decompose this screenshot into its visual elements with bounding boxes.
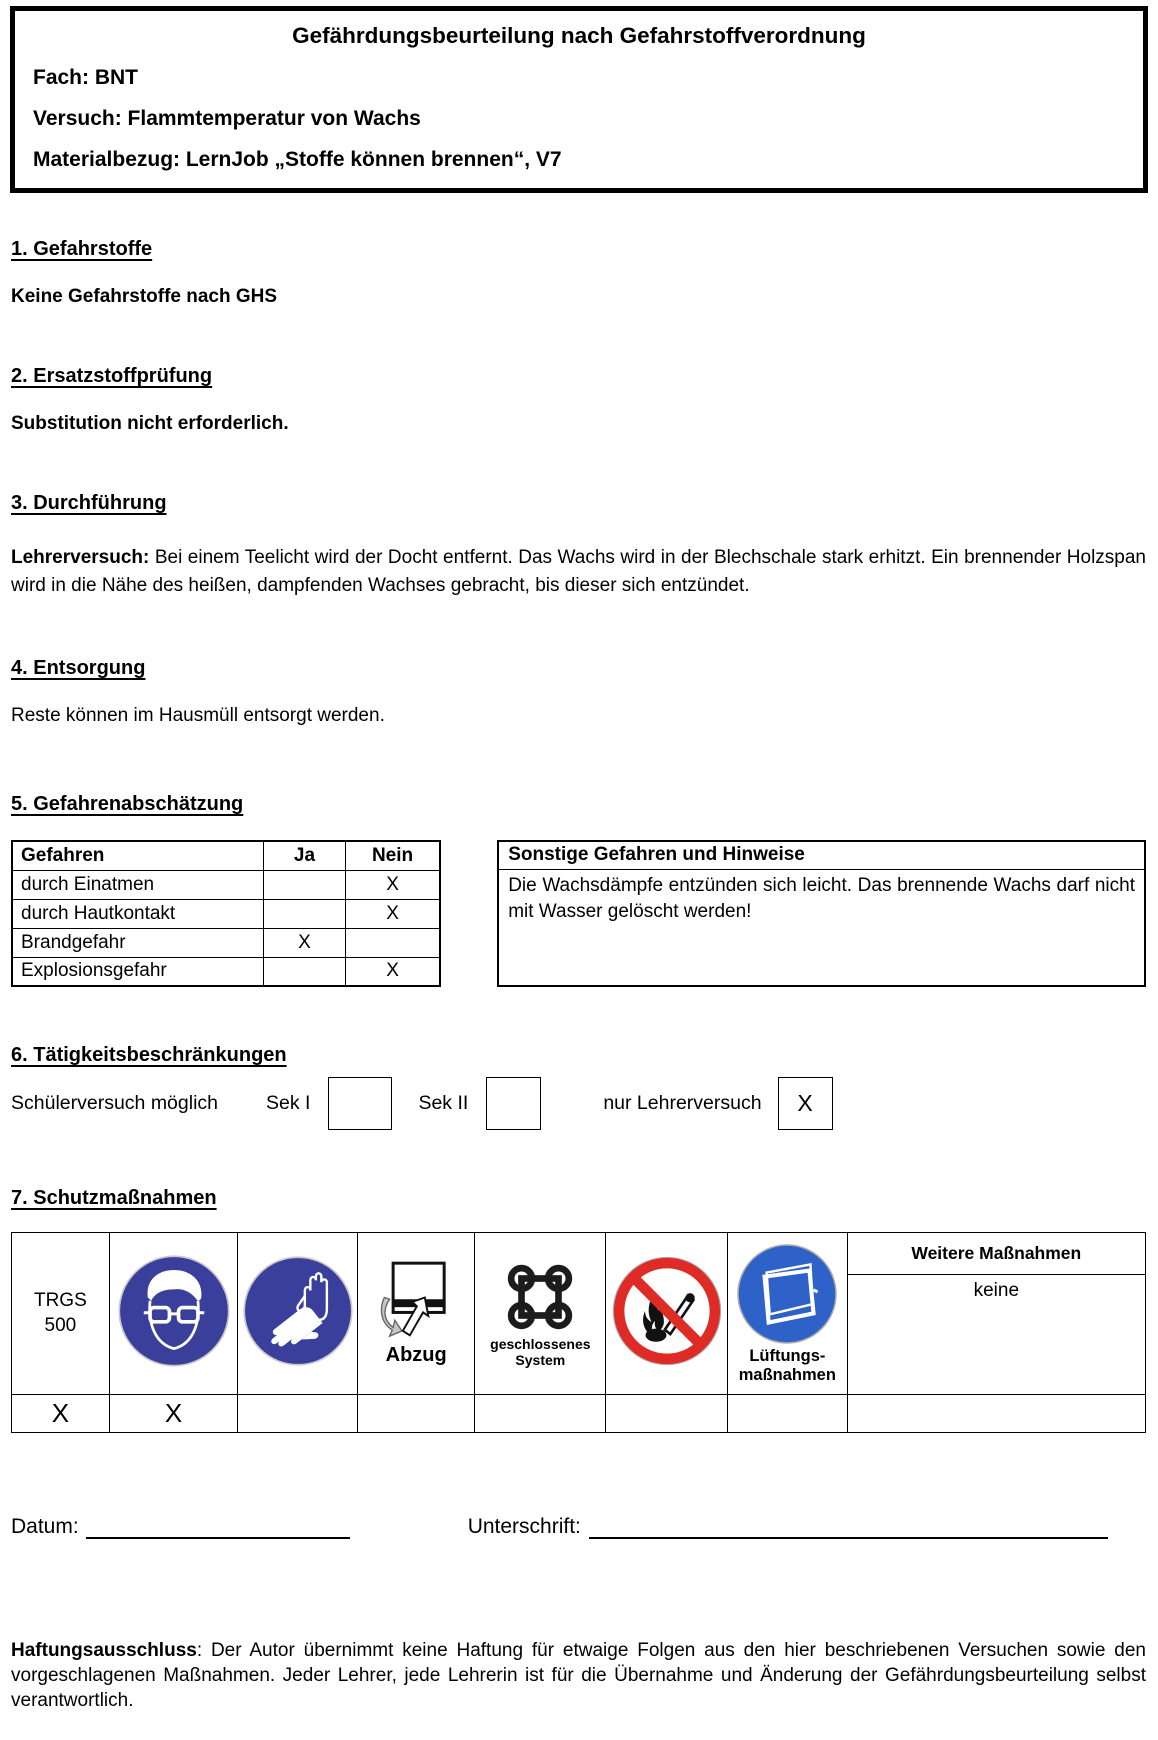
further-measures-check-cell bbox=[847, 1395, 1145, 1433]
material-line: Materialbezug: LernJob „Stoffe können brennen“, V7 bbox=[33, 148, 562, 171]
closed-system-icon bbox=[499, 1260, 581, 1334]
teacher-only-label: nur Lehrerversuch bbox=[603, 1092, 762, 1115]
activity-restrictions-row bbox=[11, 1077, 1146, 1130]
other-hazards-text: Die Wachsdämpfe entzünden sich leicht. Das brennende Wachs darf nicht mit Wasser gelöscht werden! bbox=[508, 875, 1135, 922]
yes-col-header: Ja bbox=[264, 841, 346, 870]
trgs-cell bbox=[12, 1233, 110, 1395]
table-row bbox=[12, 928, 440, 957]
trgs-check-cell: X bbox=[12, 1395, 110, 1433]
signature-label: Unterschrift: bbox=[467, 1515, 581, 1539]
hazard-table-header-row bbox=[12, 841, 440, 870]
further-measures-value: keine bbox=[847, 1275, 1145, 1395]
no-cell: X bbox=[345, 899, 440, 928]
other-hazards-header: Sonstige Gefahren und Hinweise bbox=[499, 842, 1144, 870]
no-cell bbox=[345, 928, 440, 957]
hazard-table bbox=[11, 840, 441, 987]
sek2-checkbox[interactable] bbox=[486, 1077, 541, 1130]
student-experiment-label: Schülerversuch möglich bbox=[11, 1092, 219, 1115]
hazard-label: durch Hautkontakt bbox=[12, 899, 264, 928]
ventilation-window-icon bbox=[736, 1243, 838, 1345]
procedure-text: Bei einem Teelicht wird der Docht entfernt. Das Wachs wird in der Blechschale stark erhitzt. Ein brennender Holzspan wird in die Nähe des heißen, dampfenden Wachses gebracht, bis dieser sich entzündet. bbox=[11, 547, 1146, 597]
no-col-header: Nein bbox=[345, 841, 440, 870]
sek1-label: Sek I bbox=[266, 1092, 311, 1115]
yes-cell: X bbox=[264, 928, 346, 957]
yes-cell bbox=[264, 870, 346, 899]
ventilation-label: Lüftungs- bbox=[749, 1346, 826, 1365]
section-5-heading: 5. Gefahrenabschätzung bbox=[11, 793, 244, 816]
goggles-icon bbox=[117, 1254, 231, 1368]
closed-system-check-cell bbox=[475, 1395, 606, 1433]
further-measures-header: Weitere Maßnahmen bbox=[847, 1233, 1145, 1275]
sek1-checkbox[interactable] bbox=[328, 1077, 392, 1130]
section-7-heading: 7. Schutzmaßnahmen bbox=[11, 1187, 217, 1210]
no-cell: X bbox=[345, 870, 440, 899]
sek2-label: Sek II bbox=[418, 1092, 469, 1115]
teacher-only-checkbox[interactable]: X bbox=[778, 1077, 833, 1130]
yes-cell bbox=[264, 957, 346, 986]
section-3-body bbox=[11, 544, 1146, 600]
closed-system-cell bbox=[475, 1233, 606, 1395]
hazard-label: Brandgefahr bbox=[12, 928, 264, 957]
goggles-cell bbox=[109, 1233, 238, 1395]
section-4-heading: 4. Entsorgung bbox=[11, 657, 146, 680]
ventilation-check-cell bbox=[728, 1395, 848, 1433]
experiment-line: Versuch: Flammtemperatur von Wachs bbox=[33, 107, 421, 130]
fume-hood-icon bbox=[372, 1260, 460, 1342]
closed-system-label: geschlossenes bbox=[490, 1335, 591, 1352]
closed-system-label-2: System bbox=[515, 1351, 566, 1368]
disclaimer-label: Haftungsausschluss bbox=[11, 1640, 197, 1662]
teacher-experiment-label: Lehrerversuch: bbox=[11, 547, 150, 568]
trgs-label: TRGS bbox=[33, 1290, 87, 1312]
section-4-body: Reste können im Hausmüll entsorgt werden. bbox=[11, 705, 385, 727]
section-2-heading: 2. Ersatzstoffprüfung bbox=[11, 365, 213, 387]
ventilation-cell bbox=[728, 1233, 848, 1395]
signature-row bbox=[11, 1513, 1146, 1539]
hazard-assessment-row bbox=[11, 840, 1146, 987]
fume-hood-cell bbox=[358, 1233, 475, 1395]
hazard-label: durch Einatmen bbox=[12, 870, 264, 899]
gloves-icon bbox=[242, 1255, 354, 1367]
check-row bbox=[12, 1395, 1146, 1433]
hazard-label: Explosionsgefahr bbox=[12, 957, 264, 986]
hazard-col-header: Gefahren bbox=[12, 841, 264, 870]
fume-hood-label: Abzug bbox=[385, 1344, 447, 1367]
document-title: Gefährdungsbeurteilung nach Gefahrstoffverordnung bbox=[292, 23, 866, 48]
no-cell: X bbox=[345, 957, 440, 986]
no-open-flame-icon bbox=[612, 1256, 722, 1366]
disclaimer bbox=[11, 1639, 1146, 1713]
trgs-number: 500 bbox=[44, 1314, 77, 1336]
goggles-check-cell: X bbox=[109, 1395, 238, 1433]
gloves-cell bbox=[238, 1233, 358, 1395]
table-row bbox=[12, 1233, 1146, 1275]
protection-measures-table bbox=[11, 1232, 1146, 1433]
subject-line: Fach: BNT bbox=[33, 66, 138, 89]
no-flame-check-cell bbox=[606, 1395, 728, 1433]
disclaimer-text: : Der Autor übernimmt keine Haftung für etwaige Folgen aus den hier beschriebenen Versuchen sowie den vorgeschlagenen Maßnahmen. Jeder Lehrer, jede Lehrerin ist für die Übernahme und Änderung der Gefährdungsbeurteilung selbst verantwortlich. bbox=[11, 1640, 1146, 1711]
signature-field[interactable] bbox=[589, 1513, 1108, 1539]
gloves-check-cell bbox=[238, 1395, 358, 1433]
fume-hood-check-cell bbox=[358, 1395, 475, 1433]
date-label: Datum: bbox=[11, 1515, 79, 1539]
section-2-body: Substitution nicht erforderlich. bbox=[11, 413, 289, 434]
header-box bbox=[10, 6, 1148, 193]
other-hazards-box bbox=[497, 840, 1146, 987]
section-1-heading: 1. Gefahrstoffe bbox=[11, 238, 153, 260]
date-field[interactable] bbox=[86, 1513, 350, 1539]
section-1-body: Keine Gefahrstoffe nach GHS bbox=[11, 286, 278, 307]
table-row bbox=[12, 870, 440, 899]
no-open-flame-cell bbox=[606, 1233, 728, 1395]
yes-cell bbox=[264, 899, 346, 928]
section-3-heading: 3. Durchführung bbox=[11, 492, 167, 514]
ventilation-label-2: maßnahmen bbox=[738, 1365, 836, 1384]
table-row bbox=[12, 957, 440, 986]
section-6-heading: 6. Tätigkeitsbeschränkungen bbox=[11, 1044, 287, 1067]
table-row bbox=[12, 899, 440, 928]
